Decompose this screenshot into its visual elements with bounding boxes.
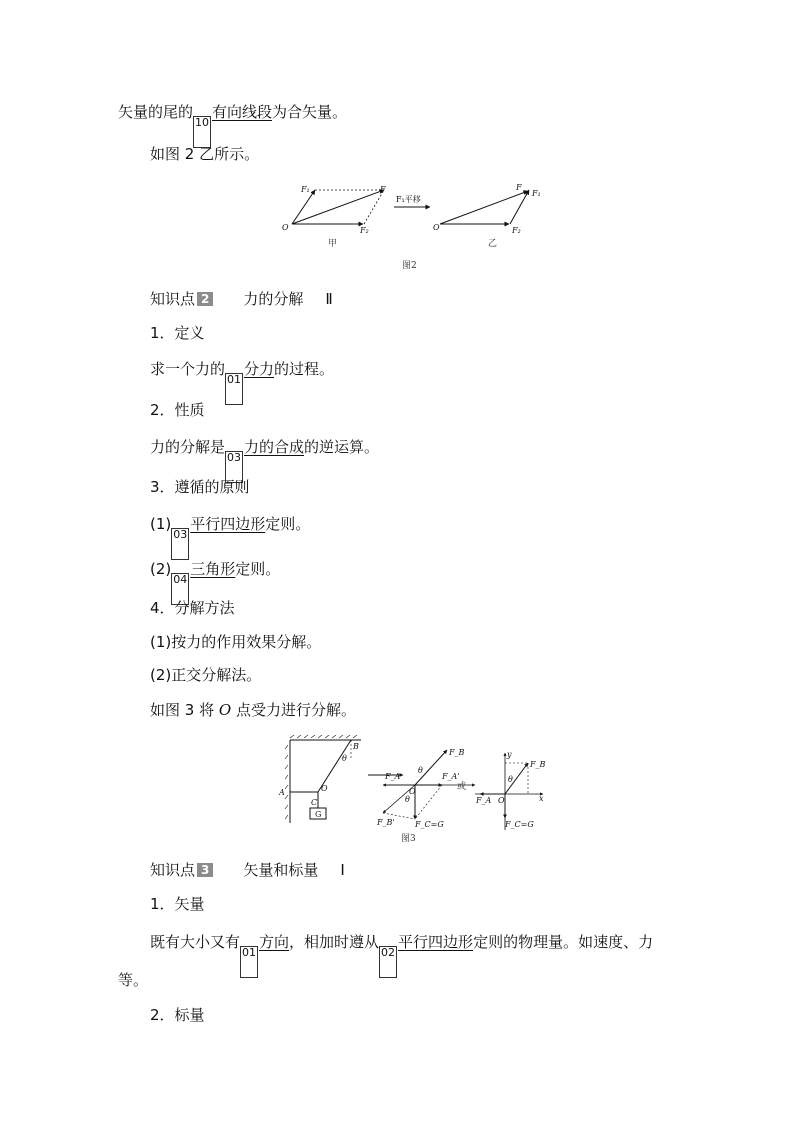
label-FC: F_C=G [505, 820, 534, 829]
label-B: B [353, 742, 359, 751]
answer-term: 有向线段 [212, 103, 273, 121]
label-FC: F_C=G [415, 820, 444, 829]
paragraph-continuation: 等。 [118, 971, 149, 989]
label-F2: F₂ [512, 226, 521, 235]
subheading: 1．定义 [150, 324, 205, 342]
text: ，相加时遵从 [289, 933, 380, 951]
blank-number: 10 [193, 116, 211, 148]
label-F2: F₂ [360, 226, 369, 235]
figure-caption: 图2 [402, 261, 417, 271]
text: 为合矢量。 [272, 103, 348, 121]
section-header-3 [150, 860, 345, 880]
blank-number: 03 [171, 528, 189, 560]
figure-2 [280, 180, 550, 272]
answer-term: 三角形 [190, 560, 236, 578]
label-FB-prime: F_B' [377, 818, 395, 827]
caption-right: 乙 [488, 239, 498, 249]
vector-F1 [292, 190, 315, 224]
caption-left: 甲 [328, 239, 338, 249]
dashed-side [364, 190, 384, 224]
text: 既有大小又有 [150, 933, 241, 951]
section-number-badge: 3 [197, 863, 213, 877]
text: 点受力进行分解。 [231, 701, 356, 719]
text: 如图 3 将 [150, 701, 219, 719]
blank-number: 01 [225, 373, 243, 405]
text: 的过程。 [274, 360, 335, 378]
answer-term: 分力 [244, 360, 275, 378]
section-number-badge: 2 [197, 292, 213, 306]
paragraph-vector-definition [150, 932, 653, 978]
label-theta: θ [342, 754, 347, 763]
text: 的逆运算。 [304, 438, 380, 456]
text: 定则。 [235, 560, 281, 578]
label-theta: θ [508, 775, 513, 784]
label-G: G [315, 810, 322, 819]
label-FB: F_B [449, 748, 465, 757]
answer-term: 平行四边形 [190, 515, 266, 533]
label-O: O [409, 787, 416, 796]
label-theta: θ [405, 795, 410, 804]
text: (1) [150, 515, 172, 533]
label-FB: F_B [530, 760, 546, 769]
section-level: Ⅰ [340, 861, 345, 879]
section-title: 力的分解 [243, 290, 304, 308]
vector-F1-shifted [510, 190, 529, 224]
text: 定则的物理量。如速度、力 [473, 933, 654, 951]
paragraph-fig3-ref [150, 700, 356, 720]
label-theta: θ [418, 766, 423, 775]
blank-number: 02 [379, 946, 397, 978]
point-O: O [218, 701, 232, 719]
section-prefix: 知识点 [150, 290, 196, 308]
blank-number: 03 [225, 451, 243, 483]
answer-term: 方向 [259, 933, 290, 951]
paragraph-fig2-ref: 如图 2 乙所示。 [150, 145, 260, 163]
orthogonal-decomposition-diagram [475, 750, 546, 830]
subheading: 3．遵循的原则 [150, 478, 250, 496]
text: 力的分解是 [150, 438, 226, 456]
vector-F [292, 190, 384, 224]
section-prefix: 知识点 [150, 861, 196, 879]
subheading: 1．矢量 [150, 895, 205, 913]
subheading: 2．性质 [150, 401, 205, 419]
answer-term: 平行四边形 [398, 933, 474, 951]
text: 求一个力的 [150, 360, 226, 378]
subheading: 4．分解方法 [150, 599, 235, 617]
label-translate: F₁平移 [396, 195, 421, 204]
label-O: O [282, 223, 289, 232]
label-O: O [498, 796, 505, 805]
paragraph-method-1: (1)按力的作用效果分解。 [150, 633, 322, 651]
subheading: 2．标量 [150, 1006, 205, 1024]
paragraph-method-2: (2)正交分解法。 [150, 666, 262, 684]
section-header-2 [150, 289, 333, 309]
text: 定则。 [265, 515, 311, 533]
paragraph-rule-1 [150, 514, 310, 560]
section-title: 矢量和标量 [243, 861, 319, 879]
figure-3 [275, 735, 565, 845]
section-level: Ⅱ [325, 290, 333, 308]
vector-F [440, 191, 528, 224]
text: (2) [150, 560, 172, 578]
figure-caption: 图3 [401, 834, 416, 844]
label-A: A [279, 788, 285, 797]
label-x: x [539, 794, 544, 803]
wall-ceiling-diagram [278, 735, 361, 823]
label-O: O [433, 223, 440, 232]
label-F1: F₁ [301, 185, 310, 194]
blank-number: 04 [171, 573, 189, 605]
label-FA: F_A [476, 796, 492, 805]
paragraph-resultant [118, 102, 347, 148]
label-F: F [380, 185, 386, 194]
text: 矢量的尾的 [118, 103, 194, 121]
paragraph-definition [150, 359, 334, 405]
label-C: C [311, 798, 318, 807]
label-O: O [321, 784, 328, 793]
blank-number: 01 [240, 946, 258, 978]
label-FA-prime: F_A' [442, 772, 460, 781]
label-FA: F_A [385, 772, 401, 781]
label-F: F [516, 183, 522, 192]
label-F1: F₁ [532, 189, 541, 198]
label-y: y [507, 750, 512, 759]
answer-term: 力的合成 [244, 438, 305, 456]
text-or: 或 [457, 782, 467, 792]
